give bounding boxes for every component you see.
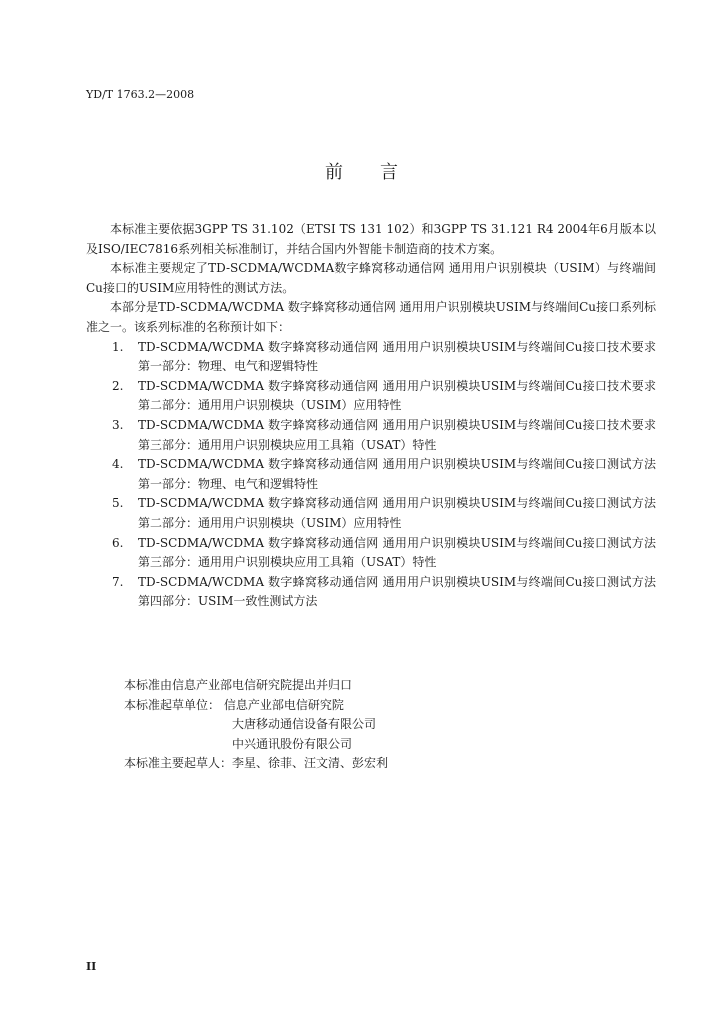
title-char-1: 前 — [325, 162, 344, 183]
list-item — [86, 534, 656, 573]
drafting-unit: 信息产业部电信研究院 — [223, 697, 344, 712]
title-char-2: 言 — [380, 162, 399, 183]
list-text: TD-SCDMA/WCDMA 数字蜂窝移动通信网 通用用户识别模块USIM与终端间Cu接口技术要求 第三部分：通用用户识别模块应用工具箱（USAT）特性 — [138, 417, 656, 452]
standard-code: YD/T 1763.2—2008 — [86, 88, 195, 101]
list-item — [86, 416, 656, 455]
drafting-units-line — [124, 696, 388, 716]
list-text: TD-SCDMA/WCDMA 数字蜂窝移动通信网 通用用户识别模块USIM与终端间Cu接口测试方法 第四部分：USIM一致性测试方法 — [138, 574, 656, 609]
list-number: 2. — [112, 378, 124, 393]
list-number: 7. — [112, 574, 124, 589]
list-number: 3. — [112, 417, 124, 432]
series-list — [86, 338, 656, 612]
drafting-unit: 中兴通讯股份有限公司 — [232, 736, 353, 751]
list-text: TD-SCDMA/WCDMA 数字蜂窝移动通信网 通用用户识别模块USIM与终端间Cu接口测试方法 第一部分：物理、电气和逻辑特性 — [138, 457, 656, 491]
list-number: 1. — [112, 339, 124, 354]
page-number: II — [86, 960, 97, 973]
list-text: TD-SCDMA/WCDMA 数字蜂窝移动通信网 通用用户识别模块USIM与终端间Cu接口测试方法 第二部分：通用用户识别模块（USIM）应用特性 — [138, 496, 656, 530]
drafters-line: 本标准主要起草人：李星、徐菲、汪文清、彭宏利 — [124, 756, 389, 771]
foreword-body — [86, 220, 656, 612]
list-text: TD-SCDMA/WCDMA 数字蜂窝移动通信网 通用用户识别模块USIM与终端间Cu接口技术要求 第一部分：物理、电气和逻辑特性 — [138, 339, 656, 374]
paragraph: 本部分是TD-SCDMA/WCDMA 数字蜂窝移动通信网 通用用户识别模块USIM与终端间Cu接口系列标准之一。该系列标准的名称预计如下： — [86, 300, 656, 334]
paragraph: 本标准主要规定了TD-SCDMA/WCDMA数字蜂窝移动通信网 通用用户识别模块（USIM）与终端间Cu接口的USIM应用特性的测试方法。 — [86, 261, 656, 295]
list-number: 6. — [112, 535, 124, 550]
list-item — [86, 494, 656, 533]
drafting-unit: 大唐移动通信设备有限公司 — [232, 717, 377, 732]
page-title — [0, 158, 724, 184]
list-item — [86, 455, 656, 494]
credits — [124, 676, 388, 774]
paragraph: 本标准主要依据3GPP TS 31.102（ETSI TS 131 102）和3GPP TS 31.121 R4 2004年6月版本以及ISO/IEC7816系列相关标准制订，并结合国内外智能卡制造商的技术方案。 — [86, 222, 656, 256]
list-item — [86, 377, 656, 416]
drafting-units-label: 本标准起草单位： — [124, 697, 221, 712]
proposer-line: 本标准由信息产业部电信研究院提出并归口 — [124, 678, 353, 692]
list-item — [86, 573, 656, 612]
list-number: 5. — [112, 496, 124, 511]
list-number: 4. — [112, 457, 124, 472]
list-text: TD-SCDMA/WCDMA 数字蜂窝移动通信网 通用用户识别模块USIM与终端间Cu接口测试方法 第三部分：通用用户识别模块应用工具箱（USAT）特性 — [138, 535, 656, 570]
list-text: TD-SCDMA/WCDMA 数字蜂窝移动通信网 通用用户识别模块USIM与终端间Cu接口技术要求 第二部分：通用用户识别模块（USIM）应用特性 — [138, 378, 656, 413]
list-item — [86, 338, 656, 377]
